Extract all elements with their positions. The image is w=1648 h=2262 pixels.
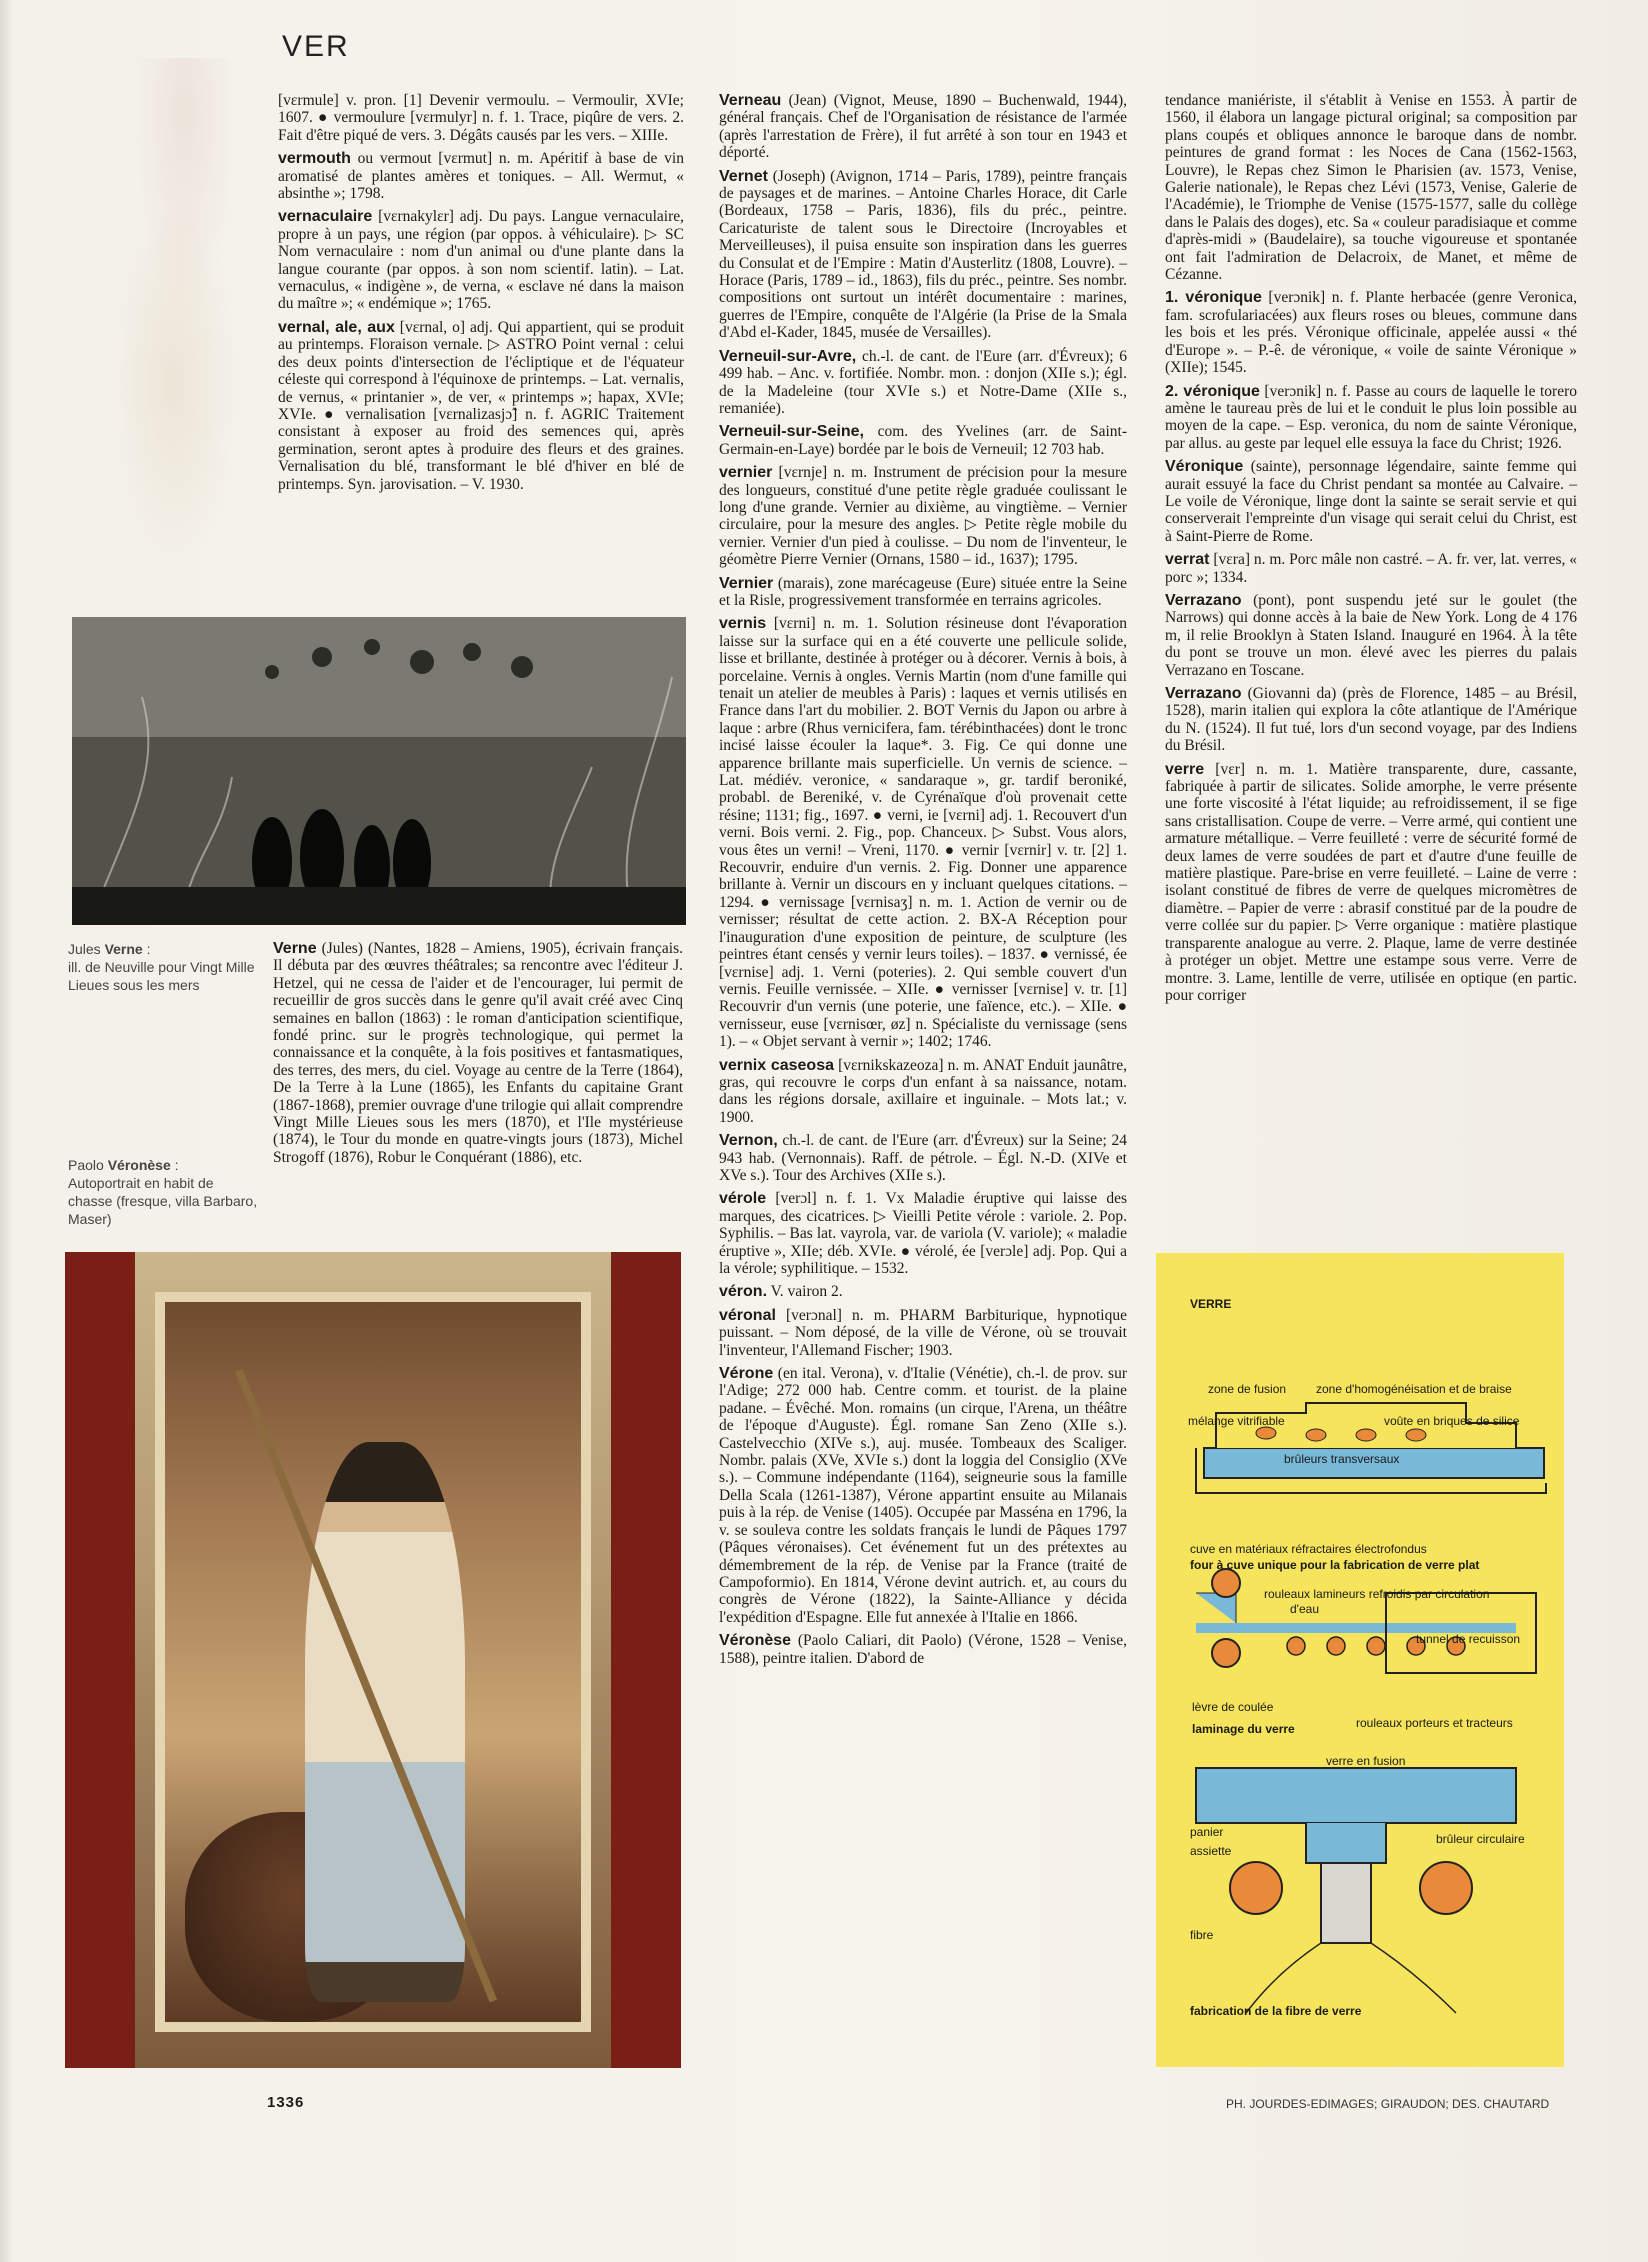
label-zone-homogeneisation: zone d'homogénéisation et de braise	[1316, 1382, 1512, 1396]
entry-definition: [verɔl] n. f. 1. Vx Maladie éruptive qui laisse des marques, des cicatrices. ▷ Vieilli Petite vérole : variole. 2. Pop. Syphilis. – Bas lat. vayrola, var. de variola (V. variole); « maladie éruptive », XIIe; déb. XVIe. ● vérolé, ée [verɔle] adj. Pop. Qui a la vérole; syphilitique. – 1532.	[719, 1190, 1127, 1277]
dictionary-entry	[719, 348, 1127, 418]
label-rouleaux-porteurs: rouleaux porteurs et tracteurs	[1356, 1716, 1513, 1730]
entry-headword: Verrazano	[1165, 591, 1242, 609]
entry-definition: ou vermout [vɛrmut] n. m. Apéritif à base de vin aromatisé de plantes amères et toniques. – All. Wermut, « absinthe »; 1798.	[278, 150, 684, 203]
entry-definition: [vɛrmule] v. pron. [1] Devenir vermoulu. – Vermoulir, XVIe; 1607. ● vermoulure [vɛrmulyr] n. f. 1. Trace, piqûre de vers. 2. Fait d'être piqué de vers. 3. Dégâts causés par les vers. – XIIIe.	[278, 92, 684, 144]
entry-headword: Verneuil-sur-Seine,	[719, 423, 864, 441]
dictionary-entry	[719, 1132, 1127, 1184]
label-tunnel: tunnel de recuisson	[1416, 1632, 1521, 1646]
diagram-svg	[1156, 1253, 1564, 2067]
entry-definition: com. des Yvelines (arr. de Saint-Germain-en-Laye) bordée par le bois de Verneuil; 12 703 hab.	[719, 423, 1127, 458]
label-eau: d'eau	[1290, 1602, 1319, 1616]
bleed-through-shadow	[64, 58, 264, 598]
entry-headword: Vernet	[719, 167, 768, 185]
dictionary-entry	[1165, 92, 1577, 283]
label-levre: lèvre de coulée	[1192, 1700, 1274, 1714]
entry-definition: tendance maniériste, il s'établit à Venise en 1553. À partir de 1560, il élabora un langage pictural original; sa composition par plans coupés et obliques annonce le baroque dans de nombr. peintures de grand format : les Noces de Cana (1562-1563, Louvre), le Repas chez Simon le Pharisien (av. 1573, Venise, Galerie nationale), le Repas chez Lévi (1573, Venise, Galerie de l'Académie), le Triomphe de Venise (1575-1577, salle du collège dans le Palais des doges), etc. Sa « couleur paradisiaque et comme d'après-midi » (Baudelaire), sa touche vigoureuse et spontanée ont fait l'admiration de Delacroix, de Manet, et même de Cézanne.	[1165, 92, 1577, 284]
entry-definition: (Paolo Caliari, dit Paolo) (Vérone, 1528 – Venise, 1588), peintre italien. D'abord de	[719, 1632, 1127, 1667]
entry-headword: verre	[1165, 760, 1205, 778]
entry-headword: vernix caseosa	[719, 1056, 834, 1074]
label-cuve: cuve en matériaux réfractaires électrofondus	[1190, 1542, 1427, 1556]
label-rouleaux-lamineurs: rouleaux lamineurs refroidis par circulation	[1264, 1587, 1490, 1601]
glass-fabrication-diagram	[1156, 1253, 1564, 2067]
entry-headword: véronal	[719, 1306, 776, 1324]
column-3	[1165, 92, 1577, 1010]
entry-definition: [vɛra] n. m. Porc mâle non castré. – A. fr. ver, lat. verres, « porc »; 1334.	[1165, 551, 1577, 586]
caption-verne	[68, 940, 258, 994]
dictionary-entry	[719, 1283, 1127, 1300]
entry-definition: (sainte), personnage légendaire, sainte femme qui aurait essuyé la face du Christ pendant sa montée au Calvaire. – Le voile de Véronique, linge dont la sainte se serait servie et qui conserverait l'empreinte d'un visage qui serait celui du Christ, est à Saint-Pierre de Rome.	[1165, 458, 1577, 545]
label-panier: panier	[1190, 1825, 1224, 1839]
caption-veronese-prefix: Paolo	[68, 1157, 108, 1173]
dictionary-entry	[278, 208, 684, 312]
entry-headword: Verneuil-sur-Avre,	[719, 347, 857, 365]
dictionary-entry	[278, 150, 684, 202]
page-number: 1336	[267, 2094, 305, 2111]
dictionary-entry	[1165, 458, 1577, 545]
entry-headword: Véronèse	[719, 1632, 792, 1650]
label-assiette: assiette	[1190, 1844, 1232, 1858]
dictionary-entry	[719, 615, 1127, 1050]
entry-definition: [vɛrnje] n. m. Instrument de précision pour la mesure des longueurs, constitué d'une petite règle graduée coulissant le long d'une grande. Vernier au dixième, au vingtième. – Vernier circulaire, pour la mesure des angles. ▷ Petite règle mobile du vernier. Vernier d'un pied à coulisse. – Du nom de l'inventeur, le géomètre Pierre Vernier (Ornans, 1580 – id., 1637); 1795.	[719, 464, 1127, 569]
entry-headword: verrat	[1165, 551, 1210, 569]
entry-definition: [vɛrnal, o] adj. Qui appartient, qui se produit au printemps. Floraison vernale. ▷ ASTRO Point vernal : celui des deux points d'intersection de l'écliptique et de l'équateur céleste qui correspond à l'équinoxe de printemps. – Lat. vernalis, de vernus, « printanier », de ver, « printemps »; hapax, XVIe; XVIe. ● vernalisation [vɛrnalizasjɔ̃] n. f. AGRIC Traitement consistant à exposer au froid des semences qui, après germination, seront aptes à produire des fleurs et des graines. Vernalisation du blé, transformant le blé d'hiver en blé de printemps. Syn. jarovisation. – V. 1930.	[278, 318, 685, 493]
label-verre-fusion: verre en fusion	[1326, 1754, 1406, 1768]
column-1-bottom	[273, 940, 683, 1172]
entry-headword: Verne	[273, 940, 317, 957]
entry-headword: Vérone	[719, 1365, 774, 1383]
entry-definition: [vɛr] n. m. 1. Matière transparente, dure, cassante, fabriquée à partir de silicates. Solide amorphe, le verre présente une forte viscosité à l'état liquide; au refroidissement, il se fige sans cristallisation. Coupe de verre. – Verre armé, qui contient une armature métallique. – Verre feuilleté : verre de sécurité formé de deux lames de verre soudées de part et d'autre d'une feuille de matière plastique. Pare-brise en verre feuilleté. – Laine de verre : isolant constitué de fibres de verre de quelques micromètres de diamètre. – Papier de verre : abrasif constitué par de la poudre de verre collée sur du papier. ▷ Verre organique : matière plastique transparente analogue au verre. 2. Plaque, lame de verre destinée à protéger un objet. Mettre une estampe sous verre. Verre de montre. 3. Lame, lentille de verre, utilisée en optique (en partic. pour corriger	[1165, 760, 1577, 1004]
entry-headword: vernal, ale, aux	[278, 318, 395, 336]
dictionary-entry	[719, 1190, 1127, 1277]
label-zone-fusion: zone de fusion	[1208, 1382, 1287, 1396]
entry-definition: (Joseph) (Avignon, 1714 – Paris, 1789), peintre français de paysages et de marines. – Antoine Charles Horace, dit Carle (Bordeaux, 1758 – Paris, 1836), fils du préc., peintre. Caricaturiste de talent sous le Directoire (Incroyables et Merveilleuses), il puisa ensuite son inspiration dans les guerres du Consulat et de l'Empire : Matin d'Austerlitz (1808, Louvre). – Horace (Paris, 1789 – id., 1863), fils du préc., peintre. Ses nombr. compositions ont surtout un intérêt documentaire : marines, guerres de l'Empire, conquête de l'Algérie (la Prise de la Smala d'Abd el-Kader, 1845, musée de Versailles).	[719, 167, 1127, 342]
caption-verne-text: ill. de Neuville pour Vingt Mille Lieues sous les mers	[68, 959, 255, 993]
entry-definition: (Jules) (Nantes, 1828 – Amiens, 1905), écrivain français. Il débuta par des œuvres théâtrales; sa rencontre avec l'éditeur J. Hetzel, qui ne cessa de l'aider et de l'encourager, lui permit de recueillir de gros succès dans le genre qu'il avait créé avec Cinq semaines en ballon (1863) : le roman d'anticipation scientifique, fondé princ. sur le progrès technologique, qui permet la connaissance et la conquête, à la fois positives et fantasmatiques, des terres, des mers, du ciel. Voyage au centre de la Terre (1864), De la Terre à la Lune (1865), les Enfants du capitaine Grant (1867-1868), premier ouvrage d'une trilogie qui allait comprendre Vingt Mille Lieues sous les mers (1870), et l'Ile mystérieuse (1874), le Tour du monde en quatre-vingts jours (1873), Michel Strogoff (1876), Robur le Conquérant (1886), etc.	[273, 940, 683, 1166]
dictionary-entry	[1165, 551, 1577, 586]
diagram-title: VERRE	[1190, 1297, 1232, 1311]
dictionary-entry	[1165, 592, 1577, 679]
dictionary-entry	[719, 92, 1127, 162]
veronese-painting-image	[65, 1252, 681, 2068]
entry-headword: Vernier	[719, 574, 774, 592]
label-fabrication-fibre: fabrication de la fibre de verre	[1190, 2004, 1362, 2018]
label-bruleur-circulaire: brûleur circulaire	[1436, 1832, 1525, 1846]
label-four: four à cuve unique pour la fabrication de verre plat	[1190, 1558, 1480, 1572]
entry-definition: [vɛrnakylɛr] adj. Du pays. Langue vernaculaire, propre à un pays, une région (par oppos. à véhiculaire). ▷ SC Nom vernaculaire : nom d'un animal ou d'une plante dans la langue courante (par oppos. à son nom scientif. latin). – Lat. vernaculus, « indigène », de verna, « esclave né dans la maison du maître »; « endémique »; 1765.	[278, 208, 684, 313]
dictionary-entry	[273, 940, 683, 1166]
dictionary-entry	[278, 92, 684, 144]
dictionary-entry	[719, 168, 1127, 342]
dictionary-entry	[719, 423, 1127, 458]
entry-definition: (pont), pont suspendu jeté sur le goulet (the Narrows) qui donne accès à la baie de New York. Long de 4 176 m, il relie Brooklyn à Staten Island. Inauguré en 1964. À la tête du pont se trouve un mon. élevé avec les pierres du palais Verrazano en Toscane.	[1165, 591, 1577, 679]
entry-definition: (Jean) (Vignot, Meuse, 1890 – Buchenwald, 1944), général français. Chef de l'Organisation de résistance de l'armée (après l'arrestation de Frère), il fut arrêté à son tour en 1943 et déporté.	[719, 92, 1127, 162]
caption-veronese-name: Véronèse	[107, 1157, 171, 1173]
dictionary-entry	[1165, 383, 1577, 453]
entry-definition: V. vairon 2.	[767, 1283, 843, 1301]
label-bruleurs: brûleurs transversaux	[1284, 1452, 1400, 1466]
caption-veronese	[68, 1156, 258, 1228]
dictionary-entry	[719, 575, 1127, 610]
entry-definition: [verɔnik] n. f. Passe au cours de laquelle le torero amène le taureau près de lui et le conduit le plus loin possible au moyen de la cape. – Esp. veronica, du nom de sainte Véronique, par allus. au geste par lequel elle essuya la face du Christ; 1926.	[1165, 382, 1577, 452]
entry-definition: (marais), zone marécageuse (Eure) située entre la Seine et la Risle, progressivement transformée en terrains agricoles.	[719, 574, 1127, 609]
entry-headword: 2. véronique	[1165, 382, 1260, 400]
dictionary-entry	[1165, 761, 1577, 1005]
entry-headword: Véronique	[1165, 458, 1244, 476]
dictionary-entry	[719, 1365, 1127, 1626]
entry-definition: ch.-l. de cant. de l'Eure (arr. d'Évreux) sur la Seine; 24 943 hab. (Vernonnais). Raff. de pétrole. – Égl. N.-D. (XIVe et XVe s.). Tour des Archives (XIIe s.).	[719, 1132, 1127, 1184]
caption-verne-name: Verne	[104, 941, 143, 957]
dictionary-entry	[719, 1057, 1127, 1127]
verne-illustration-image	[72, 617, 686, 925]
dictionary-entry	[1165, 685, 1577, 755]
entry-definition: (en ital. Verona), v. d'Italie (Vénétie), ch.-l. de prov. sur l'Adige; 272 000 hab. Centre comm. et tourist. de la plaine padane. – Évêché. Mon. romains (un cirque, l'Arena, un théâtre de l'époque d'Auguste). Égl. romane San Zeno (XIIe s.). Castelvecchio (XIVe s.), auj. musée. Tombeaux des Scaliger. Nombr. palais (XVe, XVIe s.) dont la loggia del Consiglio (XVe s.). – Commune indépendante (1164), seigneurie sous la famille Della Scala (1261-1387), Vérone appartint ensuite au Milanais puis à la rép. de Venise (1405). Occupée par Masséna en 1796, la v. se souleva contre les soldats français le lundi de Pâques 1797 (Pâques véronaises). Cet événement fut un des prétextes au démembrement de la rép. de Venise par la France (traité de Campoformio). En 1814, Vérone devint autrich. et, au cours du congrès de Vérone (1822), la Sainte-Alliance y décida l'expédition d'Espagne. Elle fut annexée à l'Italie en 1866.	[719, 1365, 1127, 1626]
entry-definition: [verɔnik] n. f. Plante herbacée (genre Veronica, fam. scrofulariacées) aux fleurs roses ou bleues, commune dans les bois et les prés. Véronique officinale, appelée aussi « thé d'Europe ». – P.-ê. de véronique, « voile de sainte Véronique » (XIIe); 1545.	[1165, 289, 1577, 377]
entry-headword: vernier	[719, 464, 773, 482]
entry-headword: vernaculaire	[278, 208, 373, 226]
label-voute: voûte en briques de silice	[1384, 1414, 1520, 1428]
photo-credit: PH. JOURDES-EDIMAGES; GIRAUDON; DES. CHAUTARD	[1226, 2097, 1550, 2111]
label-fibre: fibre	[1190, 1928, 1214, 1942]
entry-headword: 1. véronique	[1165, 289, 1262, 307]
label-laminage: laminage du verre	[1192, 1722, 1295, 1736]
entry-headword: Verneau	[719, 92, 782, 109]
entry-definition: [vɛrni] n. m. 1. Solution résineuse dont l'évaporation laisse sur la surface qui en a été couverte une pellicule solide, lisse et brillante, destinée à protéger ou à décorer. Vernis à bois, à porcelaine. Vernis à ongles. Vernis Martin (nom d'une famille qui tenait un atelier de meubles à Paris) : laques et vernis utilisés en France dans l'art du mobilier. 2. BOT Vernis du Japon ou arbre à laque : arbre (Rhus vernicifera, fam. térébinthacées) dont le tronc incisé laisse écouler la laque*. 3. Fig. Ce qui donne une apparence brillante mais superficielle. Un vernis de science. – Lat. médiév. veronice, « sandaraque », gr. tardif beroniké, probabl. de Bereniké, v. de Cyrénaïque d'où provenait cette résine; 1131; fig., 1697. ● verni, ie [vɛrni] adj. 1. Recouvert d'un verni. Bois verni. 2. Fig., pop. Chanceux. ▷ Subst. Vous alors, vous êtes un verni! – Vreni, 1170. ● vernir [vɛrnir] v. tr. [2] 1. Recouvrir, enduire d'un vernis. 2. Fig. Donner une apparence brillante à. Vernir un discours en y incluant quelques citations. – 1294. ● vernissage [vɛrnisaʒ] n. m. 1. Action de vernir ou de vernisser; résultat de cette action. 2. BX-A Réception pour l'inauguration d'une exposition de peinture, de sculpture (les peintres étant censés y vernir leurs toiles). – 1837. ● vernissé, ée [vɛrnise] adj. 1. Verni (poteries). 2. Qui semble couvert d'un vernis. Feuille vernissée. – XIIe. ● vernisser [vɛrnise] v. tr. [1] Recouvrir d'un vernis (une poterie, une faïence, etc.). – XIIe. ● vernisseur, euse [vɛrnisœr, øz] n. Spécialiste du vernissage (sens 1). – « Objet servant à vernir »; 1402; 1746.	[719, 615, 1127, 1051]
column-2	[719, 92, 1127, 1673]
dictionary-entry	[719, 1307, 1127, 1359]
caption-verne-suffix: :	[142, 941, 151, 957]
caption-veronese-text: Autoportrait en habit de chasse (fresque, villa Barbaro, Maser)	[68, 1175, 258, 1227]
page-header-word: VER	[282, 30, 350, 63]
dictionary-entry	[1165, 289, 1577, 376]
caption-verne-prefix: Jules	[68, 941, 105, 957]
label-melange: mélange vitrifiable	[1188, 1414, 1285, 1428]
caption-veronese-suffix: :	[170, 1157, 179, 1173]
entry-headword: vernis	[719, 615, 767, 633]
entry-headword: véron.	[719, 1283, 768, 1301]
entry-headword: Verrazano	[1165, 685, 1242, 702]
entry-definition: (Giovanni da) (près de Florence, 1485 – au Brésil, 1528), marin italien qui explora la côte atlantique de l'Amérique du N. (1524). Il fut tué, lors d'un second voyage, par des Indiens du Brésil.	[1165, 685, 1577, 755]
entry-headword: vermouth	[278, 150, 351, 168]
entry-definition: [vɛrnikskazeoza] n. m. ANAT Enduit jaunâtre, gras, qui recouvre le corps d'un enfant à sa naissance, notam. dans les régions dorsale, axillaire et inguinale. – Mots lat.; v. 1900.	[719, 1056, 1127, 1126]
entry-headword: vérole	[719, 1190, 767, 1208]
entry-definition: ch.-l. de cant. de l'Eure (arr. d'Évreux); 6 499 hab. – Anc. v. fortifiée. Nombr. mon. : donjon (XIIe s.); égl. de la Madeleine (tour XVIe s.) et Notre-Dame (XIIe s., remaniée).	[719, 347, 1127, 417]
dictionary-entry	[719, 464, 1127, 568]
dictionary-entry	[278, 319, 684, 493]
column-1-top	[278, 92, 684, 499]
engraving-svg	[72, 617, 686, 925]
entry-definition: [verɔnal] n. m. PHARM Barbiturique, hypnotique puissant. – Nom déposé, de la ville de Vérone, où se trouvait l'inventeur, l'Allemand Fischer; 1903.	[719, 1306, 1127, 1359]
entry-headword: Vernon,	[719, 1132, 778, 1150]
dictionary-entry	[719, 1632, 1127, 1667]
